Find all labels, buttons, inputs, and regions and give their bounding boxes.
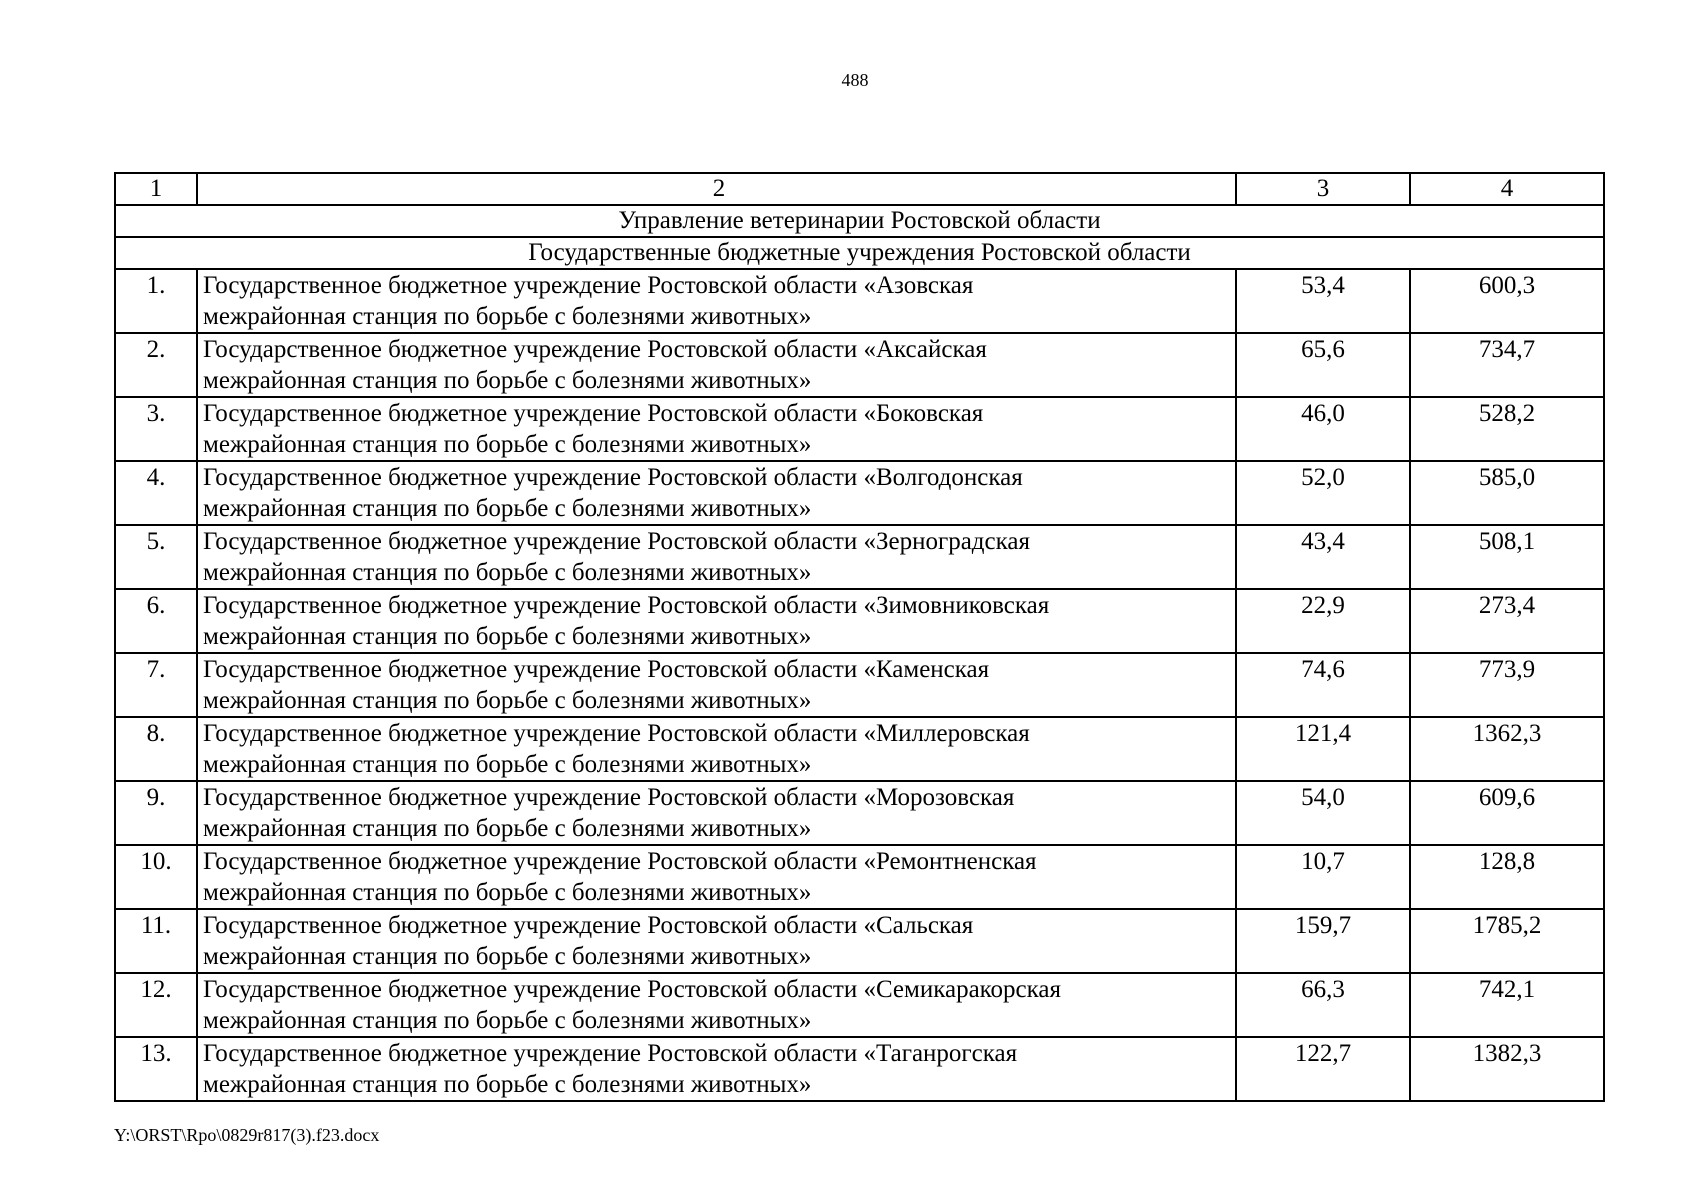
institution-name-line-2: межрайонная станция по борьбе с болезнями животных» xyxy=(203,367,812,394)
institution-name-line-1: Государственное бюджетное учреждение Ростовской области «Аксайская xyxy=(203,336,987,363)
row-number: 7. xyxy=(115,653,197,717)
institution-name-line-1: Государственное бюджетное учреждение Ростовской области «Морозовская xyxy=(203,784,1015,811)
institution-name xyxy=(197,589,1236,653)
value-col-3: 121,4 xyxy=(1236,717,1410,781)
value-col-3: 159,7 xyxy=(1236,909,1410,973)
row-number: 2. xyxy=(115,333,197,397)
column-number-3: 3 xyxy=(1236,173,1410,205)
table-row xyxy=(115,589,1604,653)
institution-name-line-1: Государственное бюджетное учреждение Ростовской области «Ремонтненская xyxy=(203,848,1037,875)
table-row xyxy=(115,781,1604,845)
institution-name xyxy=(197,269,1236,333)
row-number: 1. xyxy=(115,269,197,333)
value-col-4: 734,7 xyxy=(1410,333,1604,397)
value-col-4: 128,8 xyxy=(1410,845,1604,909)
value-col-4: 600,3 xyxy=(1410,269,1604,333)
row-number: 4. xyxy=(115,461,197,525)
value-col-4: 585,0 xyxy=(1410,461,1604,525)
table-row xyxy=(115,397,1604,461)
row-number: 10. xyxy=(115,845,197,909)
institution-name-line-1: Государственное бюджетное учреждение Ростовской области «Семикаракорская xyxy=(203,976,1062,1003)
value-col-4: 1382,3 xyxy=(1410,1037,1604,1101)
table-row xyxy=(115,525,1604,589)
institution-name-line-1: Государственное бюджетное учреждение Ростовской области «Зерноградская xyxy=(203,528,1030,555)
value-col-3: 65,6 xyxy=(1236,333,1410,397)
table-row xyxy=(115,845,1604,909)
value-col-4: 1362,3 xyxy=(1410,717,1604,781)
value-col-3: 52,0 xyxy=(1236,461,1410,525)
value-col-3: 43,4 xyxy=(1236,525,1410,589)
institution-name-line-2: межрайонная станция по борьбе с болезнями животных» xyxy=(203,1007,812,1034)
table-row xyxy=(115,973,1604,1037)
section-title-institutions: Государственные бюджетные учреждения Ростовской области xyxy=(115,237,1604,269)
institution-name-line-1: Государственное бюджетное учреждение Ростовской области «Таганрогская xyxy=(203,1040,1018,1067)
table-row xyxy=(115,1037,1604,1101)
institution-name-line-1: Государственное бюджетное учреждение Ростовской области «Боковская xyxy=(203,400,984,427)
section-title-department: Управление ветеринарии Ростовской области xyxy=(115,205,1604,237)
value-col-3: 74,6 xyxy=(1236,653,1410,717)
column-number-4: 4 xyxy=(1410,173,1604,205)
institution-name-line-2: межрайонная станция по борьбе с болезнями животных» xyxy=(203,879,812,906)
institution-name xyxy=(197,909,1236,973)
institution-name-line-2: межрайонная станция по борьбе с болезнями животных» xyxy=(203,943,812,970)
value-col-4: 508,1 xyxy=(1410,525,1604,589)
value-col-3: 122,7 xyxy=(1236,1037,1410,1101)
row-number: 8. xyxy=(115,717,197,781)
table-row xyxy=(115,653,1604,717)
value-col-4: 609,6 xyxy=(1410,781,1604,845)
institution-name-line-2: межрайонная станция по борьбе с болезнями животных» xyxy=(203,495,812,522)
value-col-4: 273,4 xyxy=(1410,589,1604,653)
table-row xyxy=(115,269,1604,333)
institution-name-line-2: межрайонная станция по борьбе с болезнями животных» xyxy=(203,815,812,842)
institution-name-line-2: межрайонная станция по борьбе с болезнями животных» xyxy=(203,559,812,586)
institution-name xyxy=(197,781,1236,845)
institution-name xyxy=(197,461,1236,525)
row-number: 6. xyxy=(115,589,197,653)
institution-name-line-2: межрайонная станция по борьбе с болезнями животных» xyxy=(203,687,812,714)
section-row xyxy=(115,237,1604,269)
footer-file-path: Y:\ORST\Rpo\0829r817(3).f23.docx xyxy=(114,1125,380,1145)
row-number: 5. xyxy=(115,525,197,589)
institution-name xyxy=(197,973,1236,1037)
institution-name-line-2: межрайонная станция по борьбе с болезнями животных» xyxy=(203,431,812,458)
institution-name xyxy=(197,525,1236,589)
institution-name xyxy=(197,653,1236,717)
section-row xyxy=(115,205,1604,237)
table-row xyxy=(115,333,1604,397)
institution-name-line-2: межрайонная станция по борьбе с болезнями животных» xyxy=(203,303,812,330)
institution-name-line-2: межрайонная станция по борьбе с болезнями животных» xyxy=(203,1071,812,1098)
row-number: 11. xyxy=(115,909,197,973)
institution-name-line-1: Государственное бюджетное учреждение Ростовской области «Волгодонская xyxy=(203,464,1023,491)
value-col-4: 742,1 xyxy=(1410,973,1604,1037)
institution-name xyxy=(197,717,1236,781)
institution-name-line-1: Государственное бюджетное учреждение Ростовской области «Сальская xyxy=(203,912,974,939)
value-col-3: 22,9 xyxy=(1236,589,1410,653)
column-number-row xyxy=(115,173,1604,205)
value-col-3: 66,3 xyxy=(1236,973,1410,1037)
institution-name xyxy=(197,333,1236,397)
row-number: 3. xyxy=(115,397,197,461)
row-number: 9. xyxy=(115,781,197,845)
row-number: 13. xyxy=(115,1037,197,1101)
value-col-3: 46,0 xyxy=(1236,397,1410,461)
institution-name-line-1: Государственное бюджетное учреждение Ростовской области «Зимовниковская xyxy=(203,592,1050,619)
institution-name-line-1: Государственное бюджетное учреждение Ростовской области «Миллеровская xyxy=(203,720,1030,747)
budget-table xyxy=(114,172,1605,1102)
institution-name xyxy=(197,1037,1236,1101)
table-row xyxy=(115,717,1604,781)
table-row xyxy=(115,909,1604,973)
institution-name xyxy=(197,397,1236,461)
table-row xyxy=(115,461,1604,525)
value-col-3: 54,0 xyxy=(1236,781,1410,845)
institution-name-line-2: межрайонная станция по борьбе с болезнями животных» xyxy=(203,751,812,778)
value-col-4: 1785,2 xyxy=(1410,909,1604,973)
institution-name-line-1: Государственное бюджетное учреждение Ростовской области «Каменская xyxy=(203,656,990,683)
page-number: 488 xyxy=(841,70,869,90)
institution-name xyxy=(197,845,1236,909)
value-col-3: 10,7 xyxy=(1236,845,1410,909)
value-col-3: 53,4 xyxy=(1236,269,1410,333)
institution-name-line-2: межрайонная станция по борьбе с болезнями животных» xyxy=(203,623,812,650)
column-number-2: 2 xyxy=(197,173,1236,205)
column-number-1: 1 xyxy=(115,173,197,205)
value-col-4: 773,9 xyxy=(1410,653,1604,717)
row-number: 12. xyxy=(115,973,197,1037)
value-col-4: 528,2 xyxy=(1410,397,1604,461)
institution-name-line-1: Государственное бюджетное учреждение Ростовской области «Азовская xyxy=(203,272,974,299)
